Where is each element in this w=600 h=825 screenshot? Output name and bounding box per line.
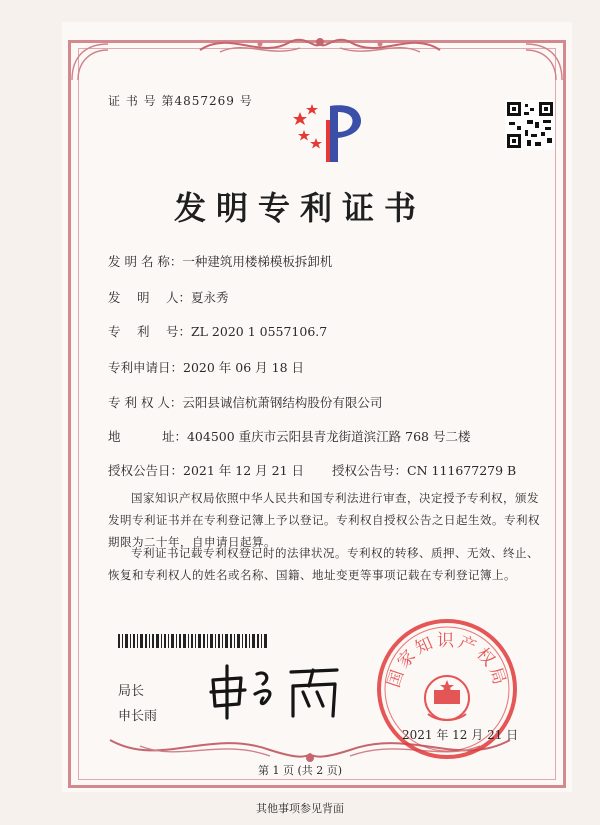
invention-name-value: 一种建筑用楼梯模板拆卸机 [182,254,333,269]
filing-date-value: 2020 年 06 月 18 日 [183,360,305,375]
page-number: 第 1 页 (共 2 页) [257,764,343,777]
field-patent-number [108,322,327,340]
address-value: 404500 重庆市云阳县青龙街道滨江路 768 号二楼 [186,429,471,444]
field-grant-date [108,461,304,479]
filing-date-label: 专利申请日： [108,360,184,375]
corner-ornament-icon [524,42,564,82]
patentee-value: 云阳县诚信杭萧钢结构股份有限公司 [182,395,383,410]
patent-office-logo-icon [290,100,370,166]
svg-text:国家知识产权局: 国家知识产权局 [384,631,510,691]
field-invention-name [108,252,332,270]
top-ornament-icon [190,30,450,64]
field-inventor [108,288,228,306]
inventor-label: 发 明 人： [108,290,191,305]
inventor-value: 夏永秀 [190,290,229,305]
grant-date-value: 2021 年 12 月 21 日 [183,463,305,478]
certificate-number: 证 书 号 第4857269 号 [108,94,253,108]
qr-code-icon [505,100,555,150]
grant-number-label: 授权公告号： [332,463,408,478]
certificate-title: 发明专利证书 [173,189,426,227]
field-patentee [108,393,382,411]
barcode-icon [118,634,268,648]
grant-statement-paragraph: 国家知识产权局依照中华人民共和国专利法进行审查，决定授予专利权，颁发发明专利证书并在专利登记簿上予以登记。专利权自授权公告之日起生效。专利权期限为二十年，自申请日起算。 [108,491,540,549]
legal-status-paragraph: 专利证书记载专利权登记时的法律状况。专利权的转移、质押、无效、终止、恢复和专利权人的姓名或名称、国籍、地址变更等事项记载在专利登记簿上。 [108,546,539,582]
director-name: 申长雨 [118,709,158,724]
field-filing-date [108,358,304,376]
grant-date-label: 授权公告日： [108,463,184,478]
corner-ornament-icon [70,42,110,82]
field-grant-number [332,461,516,479]
patent-number-label: 专 利 号： [108,324,191,339]
patent-number-value: ZL 2020 1 0557106.7 [190,324,328,339]
footer-note: 其他事项参见背面 [256,802,344,815]
grant-number-value: CN 111677279 B [407,463,517,478]
field-address [108,427,470,445]
signature-icon [205,660,345,720]
invention-name-label: 发 明 名 称： [108,254,183,269]
seal-date: 2021 年 12 月 21 日 [402,728,519,742]
patentee-label: 专 利 权 人： [108,395,183,410]
address-label: 地 址： [108,429,187,444]
director-title: 局长 [118,684,145,699]
